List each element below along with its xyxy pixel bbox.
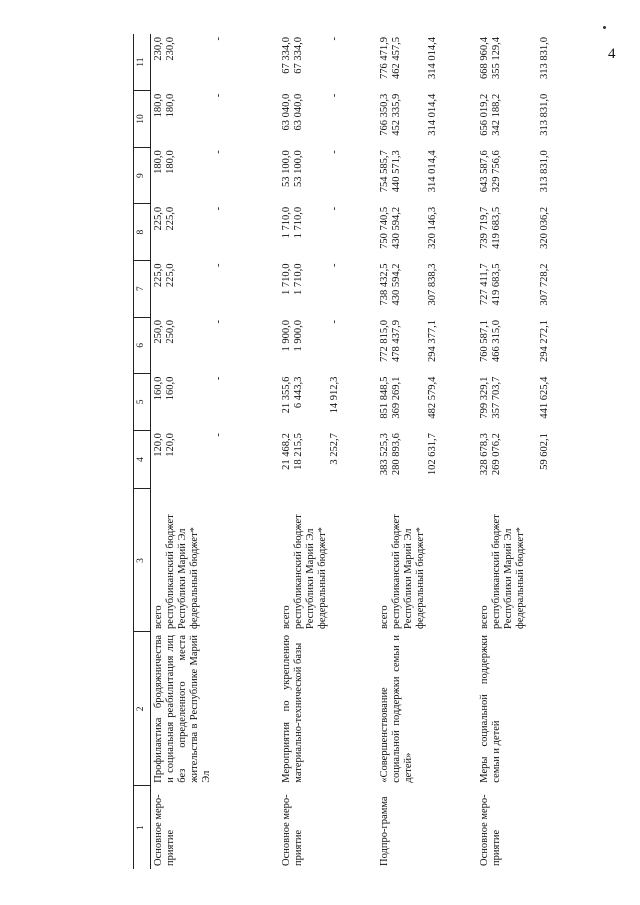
value: 160,0: [153, 376, 164, 401]
value-cell: [377, 260, 477, 317]
value: 225,0: [165, 263, 176, 288]
value-cell: [151, 34, 279, 91]
value: 59 602,1: [538, 433, 550, 470]
funding-source-cell: [477, 489, 577, 632]
table-row: [477, 34, 577, 869]
value: 67 334,0: [292, 37, 304, 74]
row-name-cell: Мероприятия по укреплению материально-технической базы: [280, 634, 304, 783]
value: 369 269,1: [390, 376, 402, 419]
value: 269 076,2: [490, 433, 502, 476]
value: 739 719,7: [478, 206, 490, 249]
value-cell: [151, 374, 279, 431]
value-cell: [377, 430, 477, 489]
funding-source: федеральный бюджет*: [514, 527, 526, 629]
col-header: 7: [134, 260, 151, 317]
value-cell: [377, 34, 477, 91]
value: 225,0: [165, 206, 176, 231]
value-cell: [477, 430, 577, 489]
value: 452 335,9: [390, 93, 402, 136]
table-row: [279, 34, 377, 869]
value-cell: [377, 204, 477, 261]
value: 225,0: [153, 263, 164, 288]
value: 482 579,4: [426, 376, 438, 419]
funding-source: республиканский бюджет Республики Марий Эл: [292, 514, 316, 629]
value: 180,0: [165, 93, 176, 118]
value: 430 594,2: [390, 206, 402, 249]
value-cell: [477, 317, 577, 374]
value-cell: [377, 91, 477, 148]
funding-source: федеральный бюджет*: [414, 527, 426, 629]
funding-source: всего: [478, 605, 490, 629]
value: -: [213, 320, 224, 324]
value-cell: [151, 147, 279, 204]
funding-source: всего: [280, 605, 292, 629]
value: 102 631,7: [426, 433, 438, 476]
value: 440 571,3: [390, 150, 402, 193]
value: 320 036,2: [538, 206, 550, 249]
value: 14 912,3: [328, 376, 340, 414]
funding-source: всего: [378, 605, 390, 629]
funding-source: федеральный бюджет*: [316, 527, 328, 629]
funding-source-cell: [279, 489, 377, 632]
value: 1 710,0: [280, 263, 292, 295]
value: -: [213, 376, 224, 381]
value: 53 100,0: [280, 150, 292, 188]
value: 6 443,3: [292, 376, 304, 409]
value-cell: [151, 260, 279, 317]
row-name-cell: Меры социальной поддержки семьи и детей: [478, 634, 502, 783]
row-type-cell: Основное меро-приятие: [153, 794, 176, 866]
value-cell: [279, 147, 377, 204]
value: 342 188,2: [490, 93, 502, 136]
value: -: [213, 206, 224, 211]
table-row: [151, 34, 279, 869]
value: -: [213, 93, 224, 98]
value: 1 900,0: [280, 320, 292, 352]
scan-speck: [603, 26, 606, 29]
value: 419 683,5: [490, 206, 502, 249]
value: -: [328, 320, 340, 324]
value: 225,0: [153, 206, 164, 231]
value: 294 272,1: [538, 320, 550, 363]
value: -: [328, 37, 340, 41]
row-type-cell: Основное меро-приятие: [280, 794, 304, 866]
value: 307 728,2: [538, 263, 550, 306]
value: 180,0: [153, 93, 164, 118]
value: 760 587,1: [478, 320, 490, 363]
funding-source-cell: [377, 489, 477, 632]
value: -: [328, 93, 340, 98]
value: -: [213, 150, 224, 154]
col-header: 4: [134, 430, 151, 489]
value: 799 329,1: [478, 376, 490, 419]
value-cell: [279, 34, 377, 91]
funding-source: республиканский бюджет Республики Марий Эл: [165, 514, 188, 629]
col-header: 5: [134, 374, 151, 431]
value: 462 457,5: [390, 37, 402, 79]
value: 67 334,0: [280, 37, 292, 74]
value: 313 831,0: [538, 37, 550, 79]
value-cell: [377, 317, 477, 374]
value: 750 740,5: [378, 206, 390, 249]
value: 180,0: [165, 150, 176, 174]
value: 294 377,1: [426, 320, 438, 363]
value: 314 014,4: [426, 93, 438, 136]
value: -: [328, 150, 340, 154]
value-cell: [151, 204, 279, 261]
value-cell: [477, 260, 577, 317]
value: 180,0: [153, 150, 164, 174]
value: 250,0: [165, 320, 176, 344]
col-header: 2: [134, 632, 151, 786]
col-header: 10: [134, 91, 151, 148]
value: -: [213, 37, 224, 41]
value: 776 471,9: [378, 37, 390, 79]
funding-source: республиканский бюджет Республики Марий Эл: [490, 514, 514, 629]
value-cell: [151, 91, 279, 148]
value: 120,0: [165, 433, 176, 457]
value: 21 355,6: [280, 376, 292, 414]
col-header: 3: [134, 489, 151, 632]
value-cell: [477, 34, 577, 91]
row-type-cell: Подпро-грамма: [378, 796, 390, 866]
col-header: 9: [134, 147, 151, 204]
value: 21 468,2: [280, 433, 292, 470]
funding-source-cell: [151, 489, 279, 632]
budget-table: [133, 34, 577, 869]
value: 160,0: [165, 376, 176, 401]
header-row: [134, 34, 151, 869]
value: 357 703,7: [490, 376, 502, 419]
value: 1 900,0: [292, 320, 304, 352]
value-cell: [377, 374, 477, 431]
col-header: 1: [134, 786, 151, 869]
value: 738 432,5: [378, 263, 390, 306]
value: 314 014,4: [426, 150, 438, 193]
value-cell: [377, 147, 477, 204]
value-cell: [279, 204, 377, 261]
row-type-cell: Основное меро-приятие: [478, 794, 502, 866]
value-cell: [279, 374, 377, 431]
value-cell: [279, 260, 377, 317]
value: 53 100,0: [292, 150, 304, 188]
value: 727 411,7: [478, 263, 490, 306]
value: 1 710,0: [280, 206, 292, 239]
value-cell: [477, 204, 577, 261]
value-cell: [279, 317, 377, 374]
value: -: [213, 263, 224, 267]
value: 63 040,0: [292, 93, 304, 131]
value: 668 960,4: [478, 37, 490, 79]
value-cell: [151, 430, 279, 489]
value: -: [213, 433, 224, 437]
value: 419 683,5: [490, 263, 502, 306]
value: 1 710,0: [292, 263, 304, 295]
funding-source: республиканский бюджет Республики Марий Эл: [390, 514, 414, 629]
row-name-cell: Профилактика бродяжничества и социальная реабилитация лиц без определенного места жительства в Республике Марий Эл: [153, 634, 212, 783]
rotated-table-container: [133, 34, 605, 869]
page-number: 4: [608, 46, 616, 62]
value: 1 710,0: [292, 206, 304, 239]
value: -: [328, 263, 340, 267]
funding-source: всего: [153, 605, 164, 629]
col-header: 8: [134, 204, 151, 261]
value: 230,0: [165, 37, 176, 61]
value: 441 625,4: [538, 376, 550, 419]
value: 754 585,7: [378, 150, 390, 193]
value: -: [328, 206, 340, 211]
value-cell: [477, 91, 577, 148]
value: 120,0: [153, 433, 164, 457]
value: 320 146,3: [426, 206, 438, 249]
value: 643 587,6: [478, 150, 490, 193]
col-header: 11: [134, 34, 151, 91]
value: 280 893,6: [390, 433, 402, 476]
value-cell: [477, 147, 577, 204]
value-cell: [151, 317, 279, 374]
value: 313 831,0: [538, 150, 550, 193]
value: 772 815,0: [378, 320, 390, 363]
table-row: [377, 34, 477, 869]
value: 3 252,7: [328, 433, 340, 465]
value: 328 678,3: [478, 433, 490, 476]
col-header: 6: [134, 317, 151, 374]
value: 314 014,4: [426, 37, 438, 79]
value: 329 756,6: [490, 150, 502, 193]
value: 307 838,3: [426, 263, 438, 306]
value: 355 129,4: [490, 37, 502, 79]
value-cell: [279, 91, 377, 148]
funding-source: федеральный бюджет*: [189, 527, 200, 629]
value: 430 594,2: [390, 263, 402, 306]
value: 250,0: [153, 320, 164, 344]
value: 230,0: [153, 37, 164, 61]
value: 63 040,0: [280, 93, 292, 131]
value: 313 831,0: [538, 93, 550, 136]
value: 656 019,2: [478, 93, 490, 136]
value: 766 350,3: [378, 93, 390, 136]
value-cell: [477, 374, 577, 431]
value: 478 437,9: [390, 320, 402, 363]
value: 383 525,3: [378, 433, 390, 476]
value-cell: [279, 430, 377, 489]
value: 851 848,5: [378, 376, 390, 419]
row-name-cell: «Совершенствование социальной поддержки семьи и детей»: [378, 634, 414, 783]
value: 18 215,5: [292, 433, 304, 470]
value: 466 315,0: [490, 320, 502, 363]
